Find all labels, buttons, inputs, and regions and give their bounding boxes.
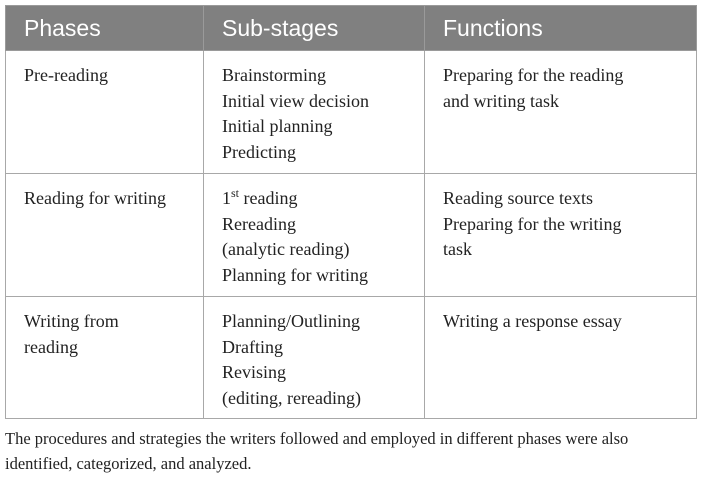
substage-text: (editing, rereading) xyxy=(222,387,361,408)
substage-text: Rereading xyxy=(222,213,296,234)
header-sub-stages: Sub-stages xyxy=(204,6,425,51)
functions-cell xyxy=(425,51,697,174)
function-text: task xyxy=(443,239,472,259)
substages-cell xyxy=(204,174,425,297)
substages-cell xyxy=(204,297,425,419)
phases-table xyxy=(5,5,697,419)
substage-text: Planning/Outlining xyxy=(222,311,361,331)
substage-text: Planning for writing xyxy=(222,264,368,285)
phase-text: Writing from xyxy=(24,311,119,331)
function-text: Writing a response essay xyxy=(443,311,622,331)
footnote-line: The procedures and strategies the writers followed and employed in different phases were also xyxy=(5,429,629,448)
table-footnote xyxy=(5,426,699,476)
functions-cell xyxy=(425,297,697,419)
phase-text: Pre-reading xyxy=(24,65,108,85)
table-row xyxy=(6,297,697,419)
table-row xyxy=(6,174,697,297)
phases-table-container xyxy=(5,5,696,419)
header-phases: Phases xyxy=(6,6,204,51)
substage-text: Brainstorming xyxy=(222,65,326,85)
functions-cell xyxy=(425,174,697,297)
substage-rest: reading xyxy=(239,188,298,208)
ordinal-suffix: st xyxy=(231,186,240,200)
phase-text: reading xyxy=(24,336,78,357)
function-text: Preparing for the writing xyxy=(443,213,622,234)
function-text: Reading source texts xyxy=(443,188,593,208)
substage-text: Revising xyxy=(222,362,287,382)
substage-text: Drafting xyxy=(222,336,283,357)
function-text: and writing task xyxy=(443,90,559,111)
substage-text xyxy=(222,186,412,212)
phase-cell xyxy=(6,297,204,419)
substage-text: Initial view decision xyxy=(222,90,369,111)
header-functions: Functions xyxy=(425,6,697,51)
ordinal-number: 1 xyxy=(222,188,231,208)
substage-text: Predicting xyxy=(222,141,296,162)
phase-cell xyxy=(6,51,204,174)
substages-cell xyxy=(204,51,425,174)
substage-text: (analytic reading) xyxy=(222,239,350,259)
table-row xyxy=(6,51,697,174)
footnote-line: identified, categorized, and analyzed. xyxy=(5,454,252,473)
phase-text: Reading for writing xyxy=(24,188,166,208)
function-text: Preparing for the reading xyxy=(443,65,624,85)
substage-text: Initial planning xyxy=(222,116,333,136)
phase-cell xyxy=(6,174,204,297)
table-header-row xyxy=(6,6,697,51)
